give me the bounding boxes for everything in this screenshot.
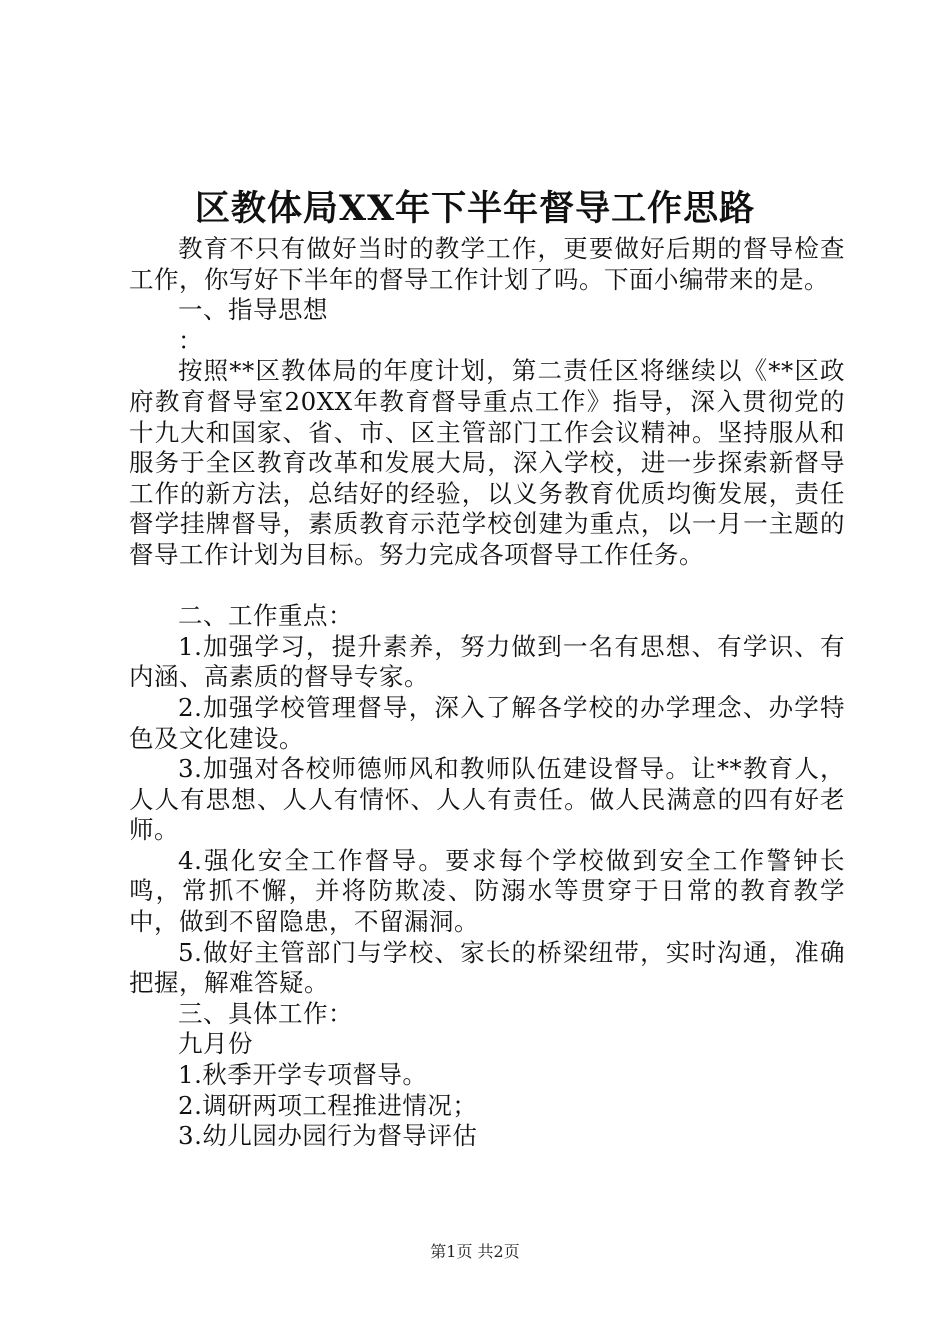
section-2-item: 2.加强学校管理督导，深入了解各学校的办学理念、办学特色及文化建设。 — [129, 692, 845, 753]
document-body — [129, 234, 845, 1152]
section-2-item: 3.加强对各校师德师风和教师队伍建设督导。让**教育人，人人有思想、人人有情怀、人人有责任。做人民满意的四有好老师。 — [129, 754, 845, 845]
section-2-item: 5.做好主管部门与学校、家长的桥梁纽带，实时沟通，准确把握，解难答疑。 — [129, 937, 845, 998]
section-2-item: 4.强化安全工作督导。要求每个学校做到安全工作警钟长鸣，常抓不懈，并将防欺凌、防溺水等贯穿于日常的教育教学中，做到不留隐患，不留漏洞。 — [129, 845, 845, 937]
section-2-item: 1.加强学习，提升素养，努力做到一名有思想、有学识、有内涵、高素质的督导专家。 — [129, 631, 845, 692]
month-heading: 九月份 — [178, 1029, 253, 1059]
document-title: 区教体局XX年下半年督导工作思路 — [194, 188, 756, 229]
section-3-heading: 三、具体工作： — [178, 998, 353, 1028]
section-2-heading: 二、工作重点： — [178, 601, 353, 631]
page-number-footer: 第1页 共2页 — [430, 1242, 520, 1261]
section-1-paragraph: 按照**区教体局的年度计划，第二责任区将继续以《**区政府教育督导室20XX年教育督导重点工作》指导，深入贯彻党的十九大和国家、省、市、区主管部门工作会议精神。坚持服从和服务于全区教育改革和发展大局，深入学校，进一步探索新督导工作的新方法，总结好的经验，以义务教育优质均衡发展，责任督学挂牌督导，素质教育示范学校创建为重点，以一月一主题的督导工作计划为目标。努力完成各项督导工作任务。 — [129, 356, 845, 569]
month-item: 3.幼儿园办园行为督导评估 — [178, 1121, 478, 1151]
section-1-heading: 一、指导思想 — [178, 295, 328, 325]
paragraph-spacer — [129, 571, 845, 602]
intro-paragraph: 教育不只有做好当时的教学工作，更要做好后期的督导检查工作，你写好下半年的督导工作计划了吗。下面小编带来的是。 — [129, 234, 845, 294]
month-item: 2.调研两项工程推进情况； — [178, 1090, 478, 1120]
section-1-colon: ： — [178, 325, 203, 355]
month-item: 1.秋季开学专项督导。 — [178, 1060, 428, 1090]
